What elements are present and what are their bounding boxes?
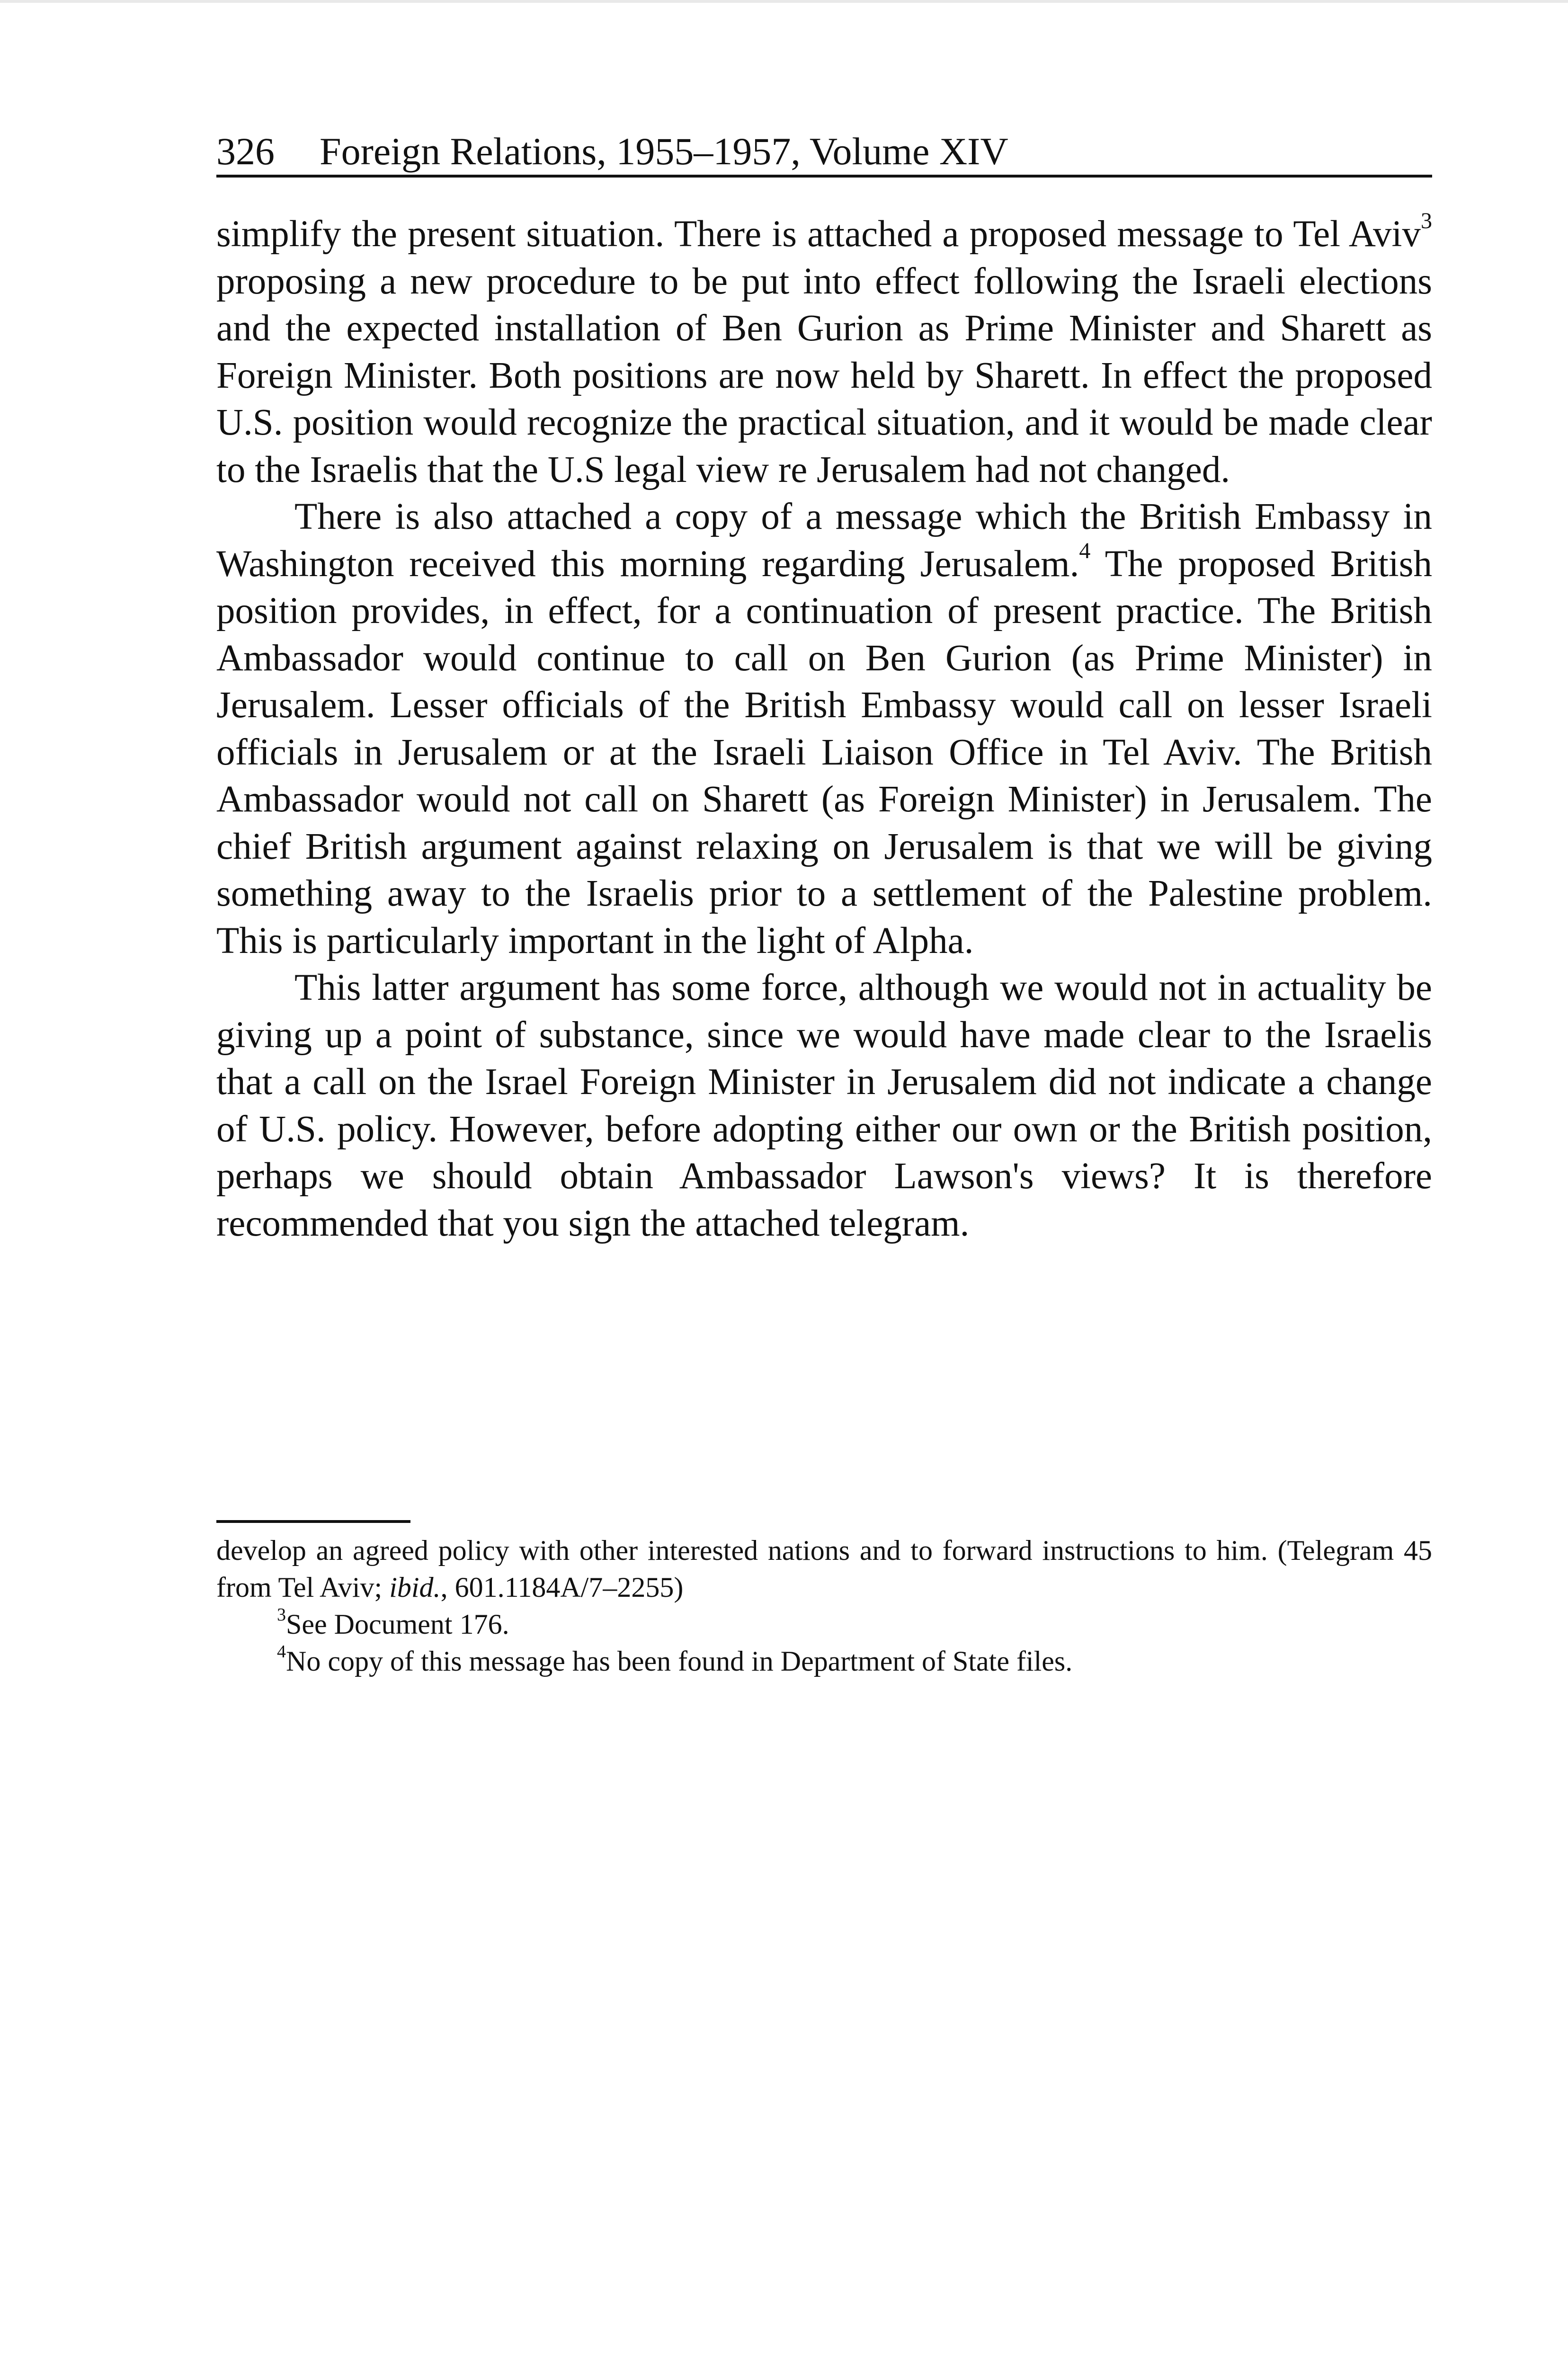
paragraph-1-text-b: proposing a new procedure to be put into effect following the Israeli elections and the expected installation of Ben Gurion as Prime Minister and Sharett as Foreign Minister. Both positions are now held by Sharett. In effect the proposed U.S. position would recognize the practical situation, and it would be made clear to the Israelis that the U.S legal view re Jerusalem had not changed. — [216, 260, 1432, 490]
footnote-4-text: No copy of this message has been found in Department of State files. — [286, 1646, 1073, 1677]
paragraph-2 — [216, 493, 1432, 964]
footnote-continued-text-a: develop an agreed policy with other interested nations and to forward instructions to him. (Telegram 45 from Tel Aviv; — [216, 1535, 1432, 1603]
footnote-3-text: See Document 176. — [286, 1609, 509, 1640]
body-text — [216, 208, 1432, 1247]
footnote-divider — [216, 1520, 410, 1523]
paragraph-2-text-b: The proposed British position provides, in effect, for a continuation of present practice. The British Ambassador would continue to call on Ben Gurion (as Prime Minister) in Jerusalem. Lesser officials of the British Embassy would call on lesser Israeli officials in Jerusalem or at the Israeli Liaison Office in Tel Aviv. The British Ambassador would not call on Sharett (as Foreign Minister) in Jerusalem. The chief British argument against relaxing on Jerusalem is that we will be giving something away to the Israelis prior to a settlement of the Palestine problem. This is particularly important in the light of Alpha. — [216, 543, 1432, 961]
footnote-continued-text-b: , 601.1184A/7–2255) — [440, 1572, 684, 1603]
paragraph-1-text-a: simplify the present situation. There is attached a proposed message to Tel Aviv — [216, 214, 1421, 255]
footnote-4-marker: 4 — [277, 1642, 286, 1662]
footnotes — [216, 1532, 1432, 1680]
footnote-continued — [216, 1532, 1432, 1606]
page-top-edge — [0, 0, 1568, 3]
footnote-ibid: ibid. — [389, 1572, 441, 1603]
footnote-ref-3: 3 — [1421, 208, 1432, 233]
running-head — [216, 125, 1432, 178]
running-head-title: Foreign Relations, 1955–1957, Volume XIV — [320, 130, 1008, 173]
footnote-4 — [216, 1643, 1432, 1680]
page-number: 326 — [216, 130, 275, 173]
footnote-ref-4: 4 — [1079, 538, 1091, 563]
footnote-3 — [216, 1606, 1432, 1643]
paragraph-2-text-a: There is also attached a copy of a message which the British Embassy in Washington received this morning regarding Jerusalem. — [216, 496, 1432, 585]
footnote-3-marker: 3 — [277, 1605, 286, 1625]
paragraph-3: This latter argument has some force, although we would not in actuality be giving up a point of substance, since we would have made clear to the Israelis that a call on the Israel Foreign Minister in Jerusalem did not indicate a change of U.S. policy. However, before adopting either our own or the British position, perhaps we should obtain Ambassador Lawson's views? It is therefore recommended that you sign the attached telegram. — [216, 967, 1432, 1244]
paragraph-1 — [216, 208, 1432, 493]
